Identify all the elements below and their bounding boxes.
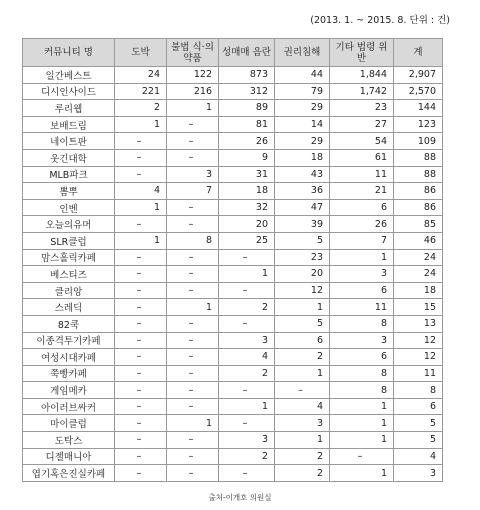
count-cell: 6 xyxy=(394,398,443,415)
count-cell: 86 xyxy=(394,183,443,200)
count-cell: 44 xyxy=(275,67,330,84)
count-cell: 3 xyxy=(275,415,330,432)
header-total: 계 xyxy=(394,39,443,67)
count-cell: – xyxy=(167,249,219,266)
community-name-cell: 인벤 xyxy=(23,199,115,216)
table-row xyxy=(23,249,443,266)
count-cell: – xyxy=(115,282,167,299)
count-cell: 221 xyxy=(115,83,167,100)
count-cell: 88 xyxy=(394,166,443,183)
count-cell: 29 xyxy=(275,133,330,150)
header-rights-violation: 권리침해 xyxy=(275,39,330,67)
table-row xyxy=(23,415,443,432)
count-cell: 8 xyxy=(330,365,394,382)
community-name-cell: MLB파크 xyxy=(23,166,115,183)
count-cell: 12 xyxy=(394,349,443,366)
count-cell: – xyxy=(115,332,167,349)
count-cell: 26 xyxy=(219,133,275,150)
count-cell: 81 xyxy=(219,116,275,133)
count-cell: 31 xyxy=(219,166,275,183)
count-cell: – xyxy=(115,382,167,399)
count-cell: 5 xyxy=(394,432,443,449)
count-cell: – xyxy=(167,332,219,349)
count-cell: – xyxy=(275,382,330,399)
count-cell: 3 xyxy=(219,432,275,449)
table-body xyxy=(23,67,443,482)
community-name-cell: 스레딕 xyxy=(23,299,115,316)
unit-period-note: (2013. 1. ~ 2015. 8. 단위 : 건) xyxy=(310,15,450,26)
table-row xyxy=(23,67,443,84)
count-cell: 3 xyxy=(167,166,219,183)
count-cell: – xyxy=(115,398,167,415)
count-cell: 2 xyxy=(115,100,167,117)
table-row xyxy=(23,315,443,332)
count-cell: – xyxy=(115,315,167,332)
count-cell: 11 xyxy=(330,166,394,183)
count-cell: – xyxy=(167,149,219,166)
table-row xyxy=(23,166,443,183)
count-cell: 6 xyxy=(330,282,394,299)
count-cell: – xyxy=(167,133,219,150)
community-name-cell: 이종격투기카페 xyxy=(23,332,115,349)
count-cell: – xyxy=(219,315,275,332)
count-cell: 11 xyxy=(394,365,443,382)
count-cell: 14 xyxy=(275,116,330,133)
count-cell: 8 xyxy=(394,382,443,399)
community-name-cell: 클리앙 xyxy=(23,282,115,299)
table-row xyxy=(23,83,443,100)
count-cell: – xyxy=(219,282,275,299)
count-cell: 4 xyxy=(115,183,167,200)
table-row xyxy=(23,365,443,382)
count-cell: – xyxy=(115,465,167,482)
count-cell: 32 xyxy=(219,199,275,216)
count-cell: – xyxy=(167,315,219,332)
table-row xyxy=(23,332,443,349)
community-name-cell: 디젤매니아 xyxy=(23,448,115,465)
count-cell: 4 xyxy=(394,448,443,465)
table-row xyxy=(23,216,443,233)
count-cell: 8 xyxy=(167,232,219,249)
table-row xyxy=(23,183,443,200)
count-cell: 27 xyxy=(330,116,394,133)
count-cell: 1 xyxy=(115,232,167,249)
table-row xyxy=(23,133,443,150)
community-name-cell: 여성시대카페 xyxy=(23,349,115,366)
count-cell: – xyxy=(115,216,167,233)
count-cell: 2 xyxy=(219,448,275,465)
community-name-cell: 아이러브싸커 xyxy=(23,398,115,415)
table-row xyxy=(23,432,443,449)
count-cell: 12 xyxy=(275,282,330,299)
source-credit: 출처-이개호 의원실 xyxy=(208,493,272,502)
count-cell: 85 xyxy=(394,216,443,233)
count-cell: 25 xyxy=(219,232,275,249)
count-cell: 8 xyxy=(330,382,394,399)
count-cell: 6 xyxy=(275,332,330,349)
count-cell: 26 xyxy=(330,216,394,233)
count-cell: 2 xyxy=(275,349,330,366)
count-cell: 1 xyxy=(330,432,394,449)
count-cell: 23 xyxy=(330,100,394,117)
count-cell: 6 xyxy=(330,199,394,216)
count-cell: – xyxy=(219,382,275,399)
count-cell: 1 xyxy=(330,465,394,482)
community-name-cell: 일간베스트 xyxy=(23,67,115,84)
count-cell: – xyxy=(167,282,219,299)
count-cell: 2,570 xyxy=(394,83,443,100)
table-row xyxy=(23,398,443,415)
count-cell: 5 xyxy=(394,415,443,432)
count-cell: 39 xyxy=(275,216,330,233)
count-cell: 123 xyxy=(394,116,443,133)
count-cell: 20 xyxy=(275,266,330,283)
count-cell: 1,742 xyxy=(330,83,394,100)
count-cell: 61 xyxy=(330,149,394,166)
count-cell: 1 xyxy=(219,266,275,283)
table-header-row xyxy=(23,39,443,67)
header-obscene: 성매매 음란 xyxy=(219,39,275,67)
community-name-cell: 82쿡 xyxy=(23,315,115,332)
count-cell: 8 xyxy=(330,315,394,332)
count-cell: 1 xyxy=(167,100,219,117)
count-cell: 7 xyxy=(330,232,394,249)
count-cell: 6 xyxy=(330,349,394,366)
count-cell: 1,844 xyxy=(330,67,394,84)
community-violation-table xyxy=(22,38,443,482)
community-name-cell: 루리웹 xyxy=(23,100,115,117)
count-cell: 3 xyxy=(330,266,394,283)
count-cell: 1 xyxy=(167,299,219,316)
count-cell: – xyxy=(115,249,167,266)
count-cell: – xyxy=(167,365,219,382)
table-row xyxy=(23,282,443,299)
count-cell: – xyxy=(167,116,219,133)
community-name-cell: 엽기혹은진실카페 xyxy=(23,465,115,482)
count-cell: – xyxy=(167,432,219,449)
count-cell: 47 xyxy=(275,199,330,216)
count-cell: – xyxy=(330,448,394,465)
count-cell: 7 xyxy=(167,183,219,200)
count-cell: – xyxy=(167,398,219,415)
count-cell: – xyxy=(167,448,219,465)
count-cell: 312 xyxy=(219,83,275,100)
count-cell: 2 xyxy=(219,299,275,316)
count-cell: 89 xyxy=(219,100,275,117)
header-illegal-drugs: 불법 식·의약품 xyxy=(167,39,219,67)
count-cell: 79 xyxy=(275,83,330,100)
header-gambling: 도박 xyxy=(115,39,167,67)
table-row xyxy=(23,465,443,482)
count-cell: 1 xyxy=(330,398,394,415)
count-cell: – xyxy=(115,266,167,283)
community-name-cell: 맘스홀릭카페 xyxy=(23,249,115,266)
count-cell: – xyxy=(219,465,275,482)
count-cell: – xyxy=(115,133,167,150)
table-row xyxy=(23,100,443,117)
count-cell: 3 xyxy=(219,332,275,349)
count-cell: 873 xyxy=(219,67,275,84)
community-name-cell: 네이트판 xyxy=(23,133,115,150)
count-cell: 2 xyxy=(275,448,330,465)
count-cell: 86 xyxy=(394,199,443,216)
count-cell: 5 xyxy=(275,315,330,332)
count-cell: 109 xyxy=(394,133,443,150)
community-name-cell: 베스티즈 xyxy=(23,266,115,283)
count-cell: 24 xyxy=(394,266,443,283)
count-cell: – xyxy=(167,216,219,233)
count-cell: 4 xyxy=(275,398,330,415)
count-cell: 1 xyxy=(275,299,330,316)
community-name-cell: SLR클럽 xyxy=(23,232,115,249)
count-cell: – xyxy=(167,349,219,366)
community-name-cell: 웃긴대학 xyxy=(23,149,115,166)
count-cell: 54 xyxy=(330,133,394,150)
count-cell: 11 xyxy=(330,299,394,316)
count-cell: 15 xyxy=(394,299,443,316)
community-name-cell: 게임메카 xyxy=(23,382,115,399)
count-cell: 1 xyxy=(115,199,167,216)
table-row xyxy=(23,116,443,133)
table-row xyxy=(23,382,443,399)
count-cell: 144 xyxy=(394,100,443,117)
count-cell: 1 xyxy=(115,116,167,133)
header-community-name: 커뮤니티 명 xyxy=(23,39,115,67)
count-cell: – xyxy=(219,415,275,432)
table-row xyxy=(23,199,443,216)
count-cell: – xyxy=(167,382,219,399)
count-cell: 3 xyxy=(394,465,443,482)
count-cell: 21 xyxy=(330,183,394,200)
community-name-cell: 도탁스 xyxy=(23,432,115,449)
count-cell: 18 xyxy=(275,149,330,166)
table-row xyxy=(23,149,443,166)
count-cell: – xyxy=(167,465,219,482)
count-cell: 12 xyxy=(394,332,443,349)
community-name-cell: 마이클럽 xyxy=(23,415,115,432)
table-row xyxy=(23,349,443,366)
count-cell: 9 xyxy=(219,149,275,166)
table-row xyxy=(23,448,443,465)
count-cell: – xyxy=(115,166,167,183)
header-other-violations: 기타 법령 위반 xyxy=(330,39,394,67)
count-cell: 18 xyxy=(219,183,275,200)
count-cell: 2 xyxy=(275,465,330,482)
count-cell: – xyxy=(167,199,219,216)
count-cell: 4 xyxy=(219,349,275,366)
count-cell: – xyxy=(115,299,167,316)
count-cell: – xyxy=(167,266,219,283)
count-cell: 1 xyxy=(219,398,275,415)
count-cell: 1 xyxy=(275,432,330,449)
count-cell: 18 xyxy=(394,282,443,299)
count-cell: 24 xyxy=(394,249,443,266)
table-row xyxy=(23,299,443,316)
community-name-cell: 오늘의유머 xyxy=(23,216,115,233)
community-name-cell: 디시인사이드 xyxy=(23,83,115,100)
count-cell: 20 xyxy=(219,216,275,233)
count-cell: 43 xyxy=(275,166,330,183)
count-cell: 23 xyxy=(275,249,330,266)
count-cell: 5 xyxy=(275,232,330,249)
count-cell: 3 xyxy=(330,332,394,349)
count-cell: 122 xyxy=(167,67,219,84)
count-cell: 1 xyxy=(330,415,394,432)
count-cell: 29 xyxy=(275,100,330,117)
count-cell: 36 xyxy=(275,183,330,200)
count-cell: 13 xyxy=(394,315,443,332)
count-cell: 216 xyxy=(167,83,219,100)
count-cell: 2 xyxy=(219,365,275,382)
count-cell: 88 xyxy=(394,149,443,166)
count-cell: – xyxy=(115,448,167,465)
count-cell: 1 xyxy=(330,249,394,266)
count-cell: – xyxy=(115,365,167,382)
count-cell: 1 xyxy=(167,415,219,432)
count-cell: – xyxy=(115,415,167,432)
community-name-cell: 뽐뿌 xyxy=(23,183,115,200)
count-cell: 1 xyxy=(275,365,330,382)
count-cell: – xyxy=(115,349,167,366)
count-cell: – xyxy=(115,149,167,166)
count-cell: 24 xyxy=(115,67,167,84)
count-cell: – xyxy=(219,249,275,266)
table-row xyxy=(23,232,443,249)
count-cell: 2,907 xyxy=(394,67,443,84)
community-name-cell: 쭉빵카페 xyxy=(23,365,115,382)
table-row xyxy=(23,266,443,283)
count-cell: 46 xyxy=(394,232,443,249)
community-name-cell: 보배드림 xyxy=(23,116,115,133)
count-cell: – xyxy=(115,432,167,449)
